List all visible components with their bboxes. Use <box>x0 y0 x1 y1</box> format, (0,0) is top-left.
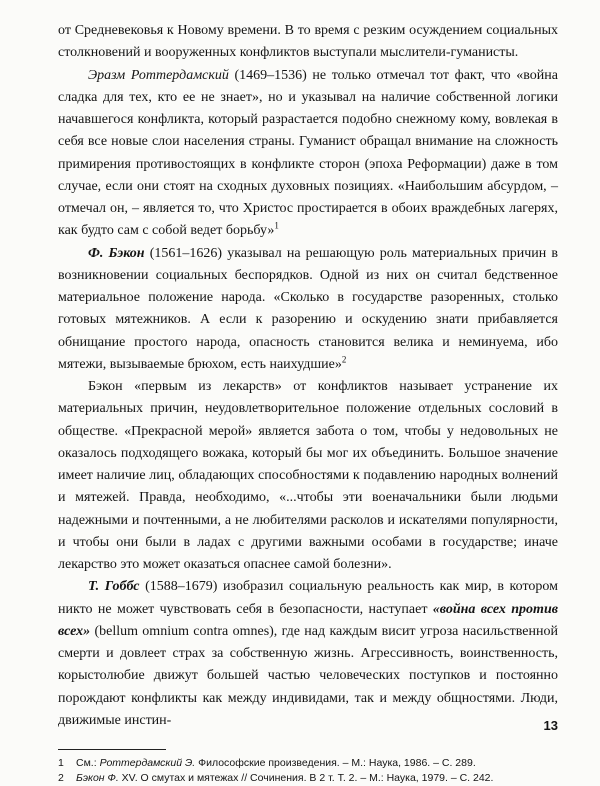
paragraph-bacon-body: (1561–1626) указывал на решающую роль материальных причин в возникновении социальных беспорядков. Одной из них он считал бедственное материальное положение народа. «Сколько в государстве разоренных, столько готовых мятежников. А если к разорению и оскудению знати прибавляется обнищание простого народа, опасность становится велика и неминуема, ибо мятежи, вызываемые брюхом, есть наихудшие» <box>58 245 558 372</box>
paragraph-hobbes-body-2: (bellum omnium contra omnes), где над каждым висит угроза насильственной смерти и довлеет страх за собственную жизнь. Агрессивность, воинственность, корыстолюбие движут большей частью человеческих поступков и постоянно порождают конфликты как между индивидами, так и между общностями. Люди, движимые инстин- <box>58 623 558 728</box>
footnote-ref-2[interactable]: 2 <box>341 354 347 365</box>
footnote-text: Философские произведения. – М.: Наука, 1986. – С. 289. <box>195 757 476 769</box>
paragraph-hobbes-body-1: (1588–1679) изобразил социальную реальность как мир, в котором никто не может чувствовать себя в безопасности, наступает <box>58 579 558 617</box>
footnote-ref-1[interactable]: 1 <box>274 220 279 231</box>
author-hobbes: Т. Гоббс <box>88 579 140 595</box>
author-erasmus: Эразм Роттердамский <box>88 67 229 83</box>
footnote-author: Роттердамский Э. <box>99 757 196 769</box>
footnote-number: 1 <box>58 757 64 769</box>
paragraph-erasmus-body: (1469–1536) не только отмечал тот факт, что «война сладка для тех, кто ее не знает», но и указывал на наличие собственной логики начавшегося конфликта, который разрастается подобно снежному кому, вовлекая в себя все новые слои населения страны. Гуманист обращал внимание на сложность примирения противостоящих в конфликте сторон (эпоха Реформации) даже в том случае, если они стоят на сходных духовных позициях. «Наибольшим абсурдом, – отмечал он, – является то, что Христос простирается в обоих враждебных лагерях, как будто сам с собой ведет борьбу» <box>58 67 558 239</box>
footnote-text: XV. О смутах и мятежах // Сочинения. В 2 т. Т. 2. – М.: Наука, 1979. – С. 242. <box>118 772 494 784</box>
page <box>58 20 558 786</box>
paragraph-hobbes <box>58 576 558 732</box>
footnote-author: Бэкон Ф. <box>76 772 119 784</box>
hobbes-war-quote: «война всех против всех» <box>58 601 558 639</box>
footnotes <box>58 756 558 785</box>
footnote-2 <box>58 771 558 785</box>
footnote-prefix: См.: <box>76 757 100 769</box>
paragraph-erasmus <box>58 65 558 243</box>
footnote-number: 2 <box>58 772 64 784</box>
author-bacon: Ф. Бэкон <box>88 245 145 261</box>
paragraph-bacon-remedies: Бэкон «первым из лекарств» от конфликтов называет устранение их материальных причин, неудовлетворительное положение отдельных сословий в обществе. «Прекрасной мерой» является забота о том, чтобы у недовольных не оказалось подходящего вожака, который бы мог их объединить. Большое значение имеет наличие лиц, обладающих способностями к подавлению народных волнений и мятежей. Правда, необходимо, «...чтобы эти военачальники были людьми надежными и почтенными, а не любителями расколов и искателями популярности, и чтобы они были в ладах с другими важными особами в государстве; иначе лекарство это может оказаться опаснее самой болезни». <box>58 379 558 572</box>
paragraph-1: от Средневековья к Новому времени. В то время с резким осуждением социальных столкновений и вооруженных конфликтов выступали мыслители-гуманисты. <box>58 23 558 61</box>
main-text <box>58 20 558 732</box>
paragraph-bacon <box>58 243 558 377</box>
footnote-1 <box>58 756 558 770</box>
page-number: 13 <box>543 718 558 733</box>
